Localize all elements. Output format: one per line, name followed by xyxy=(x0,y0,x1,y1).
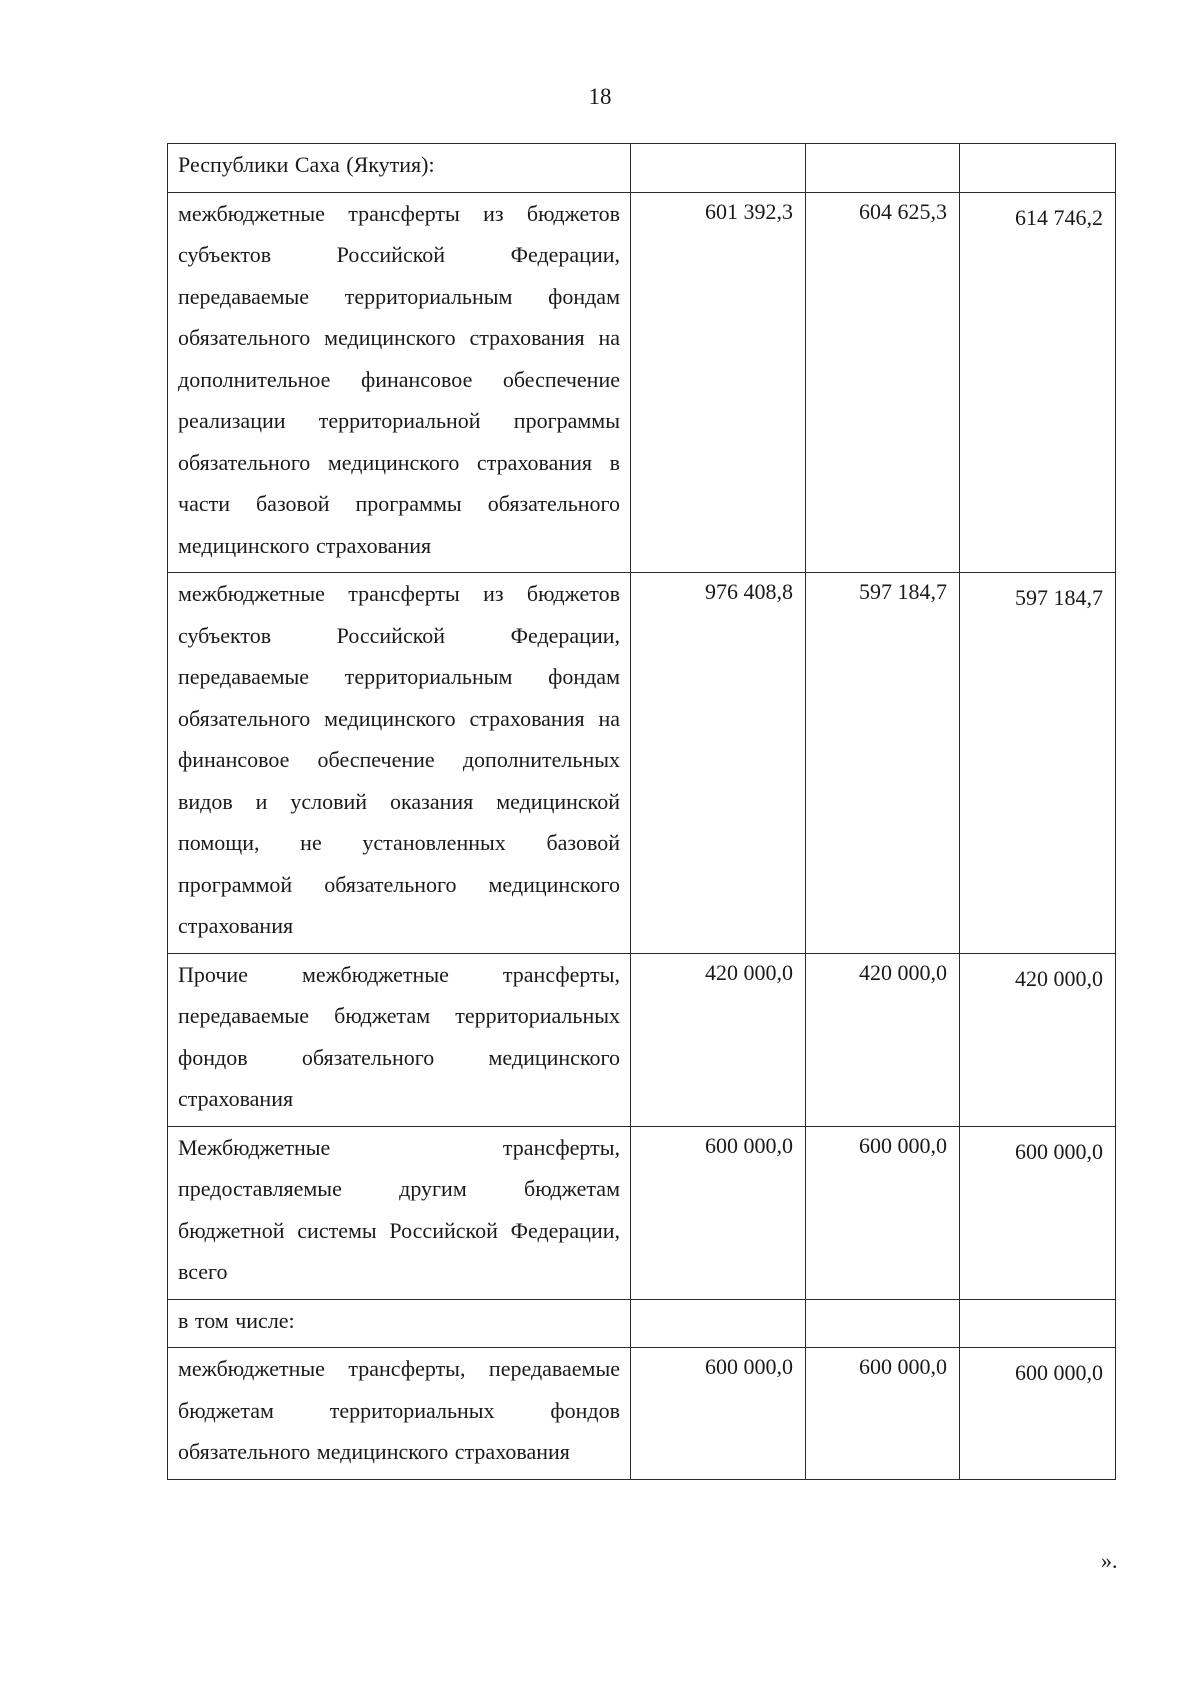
row-value xyxy=(806,1300,959,1304)
table-row xyxy=(168,192,1116,573)
row-description: Республики Саха (Якутия): xyxy=(178,152,435,177)
row-description: межбюджетные трансферты, передаваемые бюджетам территориальных фондов обязательного медицинского страхования xyxy=(178,1356,620,1464)
value-cell-year-3 xyxy=(960,192,1116,573)
row-value: 420 000,0 xyxy=(859,959,947,985)
row-value xyxy=(960,144,1115,154)
table-row xyxy=(168,573,1116,954)
row-description-cell xyxy=(168,953,631,1126)
row-value: 420 000,0 xyxy=(1015,965,1103,991)
row-description-cell xyxy=(168,1299,631,1348)
value-cell-year-2 xyxy=(806,1348,960,1480)
table-row xyxy=(168,144,1116,193)
row-value: 601 392,3 xyxy=(705,198,793,224)
row-value: 597 184,7 xyxy=(859,579,947,604)
closing-quote-mark: ». xyxy=(1101,1548,1118,1573)
budget-table xyxy=(167,143,1116,1480)
row-value: 597 184,7 xyxy=(1015,585,1103,610)
row-description: Межбюджетные трансферты, предоставляемые другим бюджетам бюджетной системы Российской Федерации, всего xyxy=(178,1134,620,1284)
value-cell-year-3 xyxy=(960,1348,1116,1480)
row-value: 600 000,0 xyxy=(859,1132,947,1158)
row-description: межбюджетные трансферты из бюджетов субъектов Российской Федерации, передаваемые территориальным фондам обязательного медицинского страхования на дополнительное финансовое обеспечение реализации территориальной программы обязательного медицинского страхования в части базовой программы обязательного медицинского страхования xyxy=(178,200,620,558)
value-cell-year-3 xyxy=(960,144,1116,193)
row-value: 420 000,0 xyxy=(705,959,793,985)
row-description-cell xyxy=(168,144,631,193)
value-cell-year-1 xyxy=(631,953,806,1126)
value-cell-year-1 xyxy=(631,192,806,573)
value-cell-year-2 xyxy=(806,1126,960,1299)
value-cell-year-3 xyxy=(960,1299,1116,1348)
value-cell-year-2 xyxy=(806,192,960,573)
row-description: в том числе: xyxy=(178,1307,295,1333)
row-value xyxy=(631,144,805,148)
row-value: 976 408,8 xyxy=(705,579,793,604)
row-description: межбюджетные трансферты из бюджетов субъектов Российской Федерации, передаваемые территориальным фондам обязательного медицинского страхования на финансовое обеспечение дополнительных видов и условий оказания медицинской помощи, не установленных базовой программой обязательного медицинского страхования xyxy=(178,581,620,938)
row-value xyxy=(631,1300,805,1304)
table-row xyxy=(168,1348,1116,1480)
value-cell-year-2 xyxy=(806,953,960,1126)
row-description-cell xyxy=(168,1126,631,1299)
table-row xyxy=(168,1299,1116,1348)
value-cell-year-1 xyxy=(631,1299,806,1348)
row-value: 614 746,2 xyxy=(1015,204,1103,230)
table-row xyxy=(168,1126,1116,1299)
row-value: 604 625,3 xyxy=(859,198,947,224)
row-value: 600 000,0 xyxy=(705,1354,793,1379)
value-cell-year-2 xyxy=(806,144,960,193)
value-cell-year-3 xyxy=(960,573,1116,954)
row-value xyxy=(806,144,959,148)
row-value: 600 000,0 xyxy=(859,1354,947,1379)
row-value: 600 000,0 xyxy=(1015,1138,1103,1164)
row-description-cell xyxy=(168,573,631,954)
table-row xyxy=(168,953,1116,1126)
value-cell-year-3 xyxy=(960,953,1116,1126)
value-cell-year-2 xyxy=(806,1299,960,1348)
row-value xyxy=(960,1300,1115,1310)
row-description-cell xyxy=(168,192,631,573)
value-cell-year-1 xyxy=(631,573,806,954)
value-cell-year-2 xyxy=(806,573,960,954)
row-value: 600 000,0 xyxy=(1015,1360,1103,1385)
value-cell-year-1 xyxy=(631,144,806,193)
value-cell-year-1 xyxy=(631,1348,806,1480)
page-number: 18 xyxy=(588,84,612,109)
row-value: 600 000,0 xyxy=(705,1132,793,1158)
value-cell-year-1 xyxy=(631,1126,806,1299)
row-description: Прочие межбюджетные трансферты, передаваемые бюджетам территориальных фондов обязательного медицинского страхования xyxy=(178,961,620,1111)
row-description-cell xyxy=(168,1348,631,1480)
value-cell-year-3 xyxy=(960,1126,1116,1299)
